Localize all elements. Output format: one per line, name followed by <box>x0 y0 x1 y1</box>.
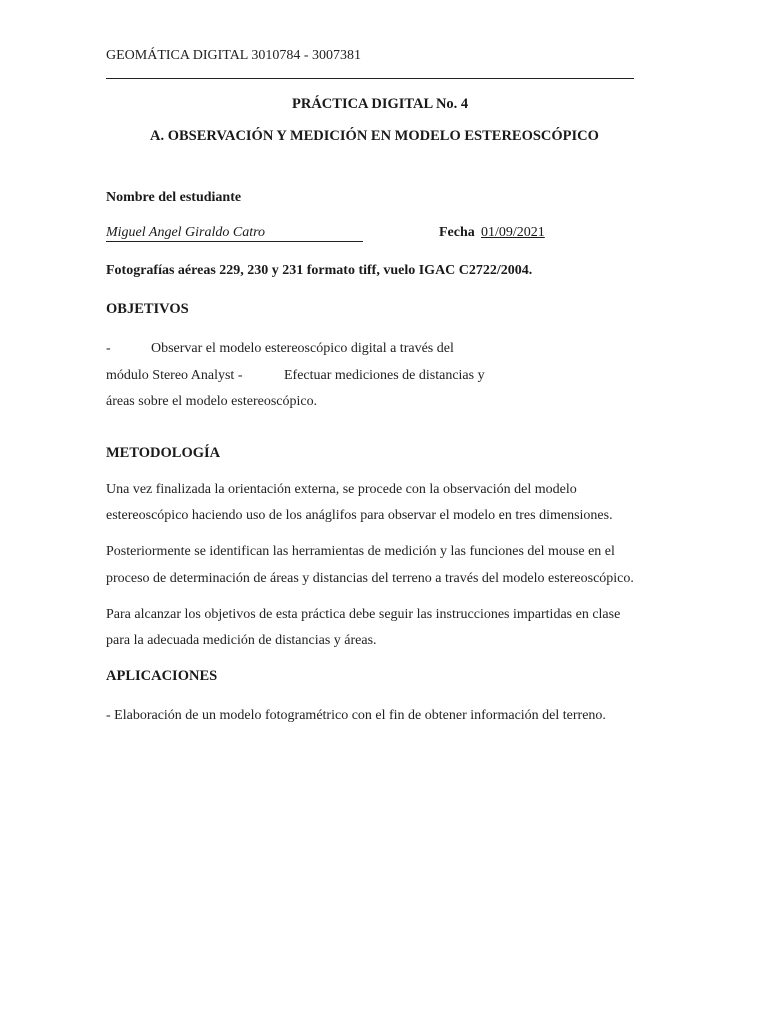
applications-item-1: - Elaboración de un modelo fotogramétrico con el fin de obtener información del terreno. <box>106 708 606 723</box>
photos-line: Fotografías aéreas 229, 230 y 231 formato tiff, vuelo IGAC C2722/2004. <box>106 263 533 278</box>
objectives-heading: OBJETIVOS <box>106 301 189 317</box>
applications-heading: APLICACIONES <box>106 668 218 684</box>
methodology-p3-line1: Para alcanzar los objetivos de esta práctica debe seguir las instrucciones impartidas en clase <box>106 607 621 622</box>
objectives-dash: - <box>106 341 111 356</box>
practice-title: PRÁCTICA DIGITAL No. 4 <box>292 96 469 112</box>
methodology-heading: METODOLOGÍA <box>106 445 221 461</box>
header-divider <box>106 78 634 79</box>
date-label: Fecha <box>439 225 475 240</box>
methodology-p3-line2: para la adecuada medición de distancias y áreas. <box>106 633 377 648</box>
objectives-line2a: módulo Stereo Analyst - <box>106 368 243 383</box>
student-name-underline <box>106 241 363 242</box>
methodology-p2-line2: proceso de determinación de áreas y distancias del terreno a través del modelo estereoscópico. <box>106 571 634 586</box>
methodology-p1-line2: estereoscópico haciendo uso de los anáglifos para observar el modelo en tres dimensiones. <box>106 508 613 523</box>
student-name-label: Nombre del estudiante <box>106 190 242 205</box>
date-value: 01/09/2021 <box>481 225 545 240</box>
objectives-line2b: Efectuar mediciones de distancias y <box>284 368 485 383</box>
student-name-value: Miguel Angel Giraldo Catro <box>106 225 266 240</box>
methodology-p2-line1: Posteriormente se identifican las herramientas de medición y las funciones del mouse en el <box>106 544 615 559</box>
methodology-p1-line1: Una vez finalizada la orientación externa, se procede con la observación del modelo <box>106 482 577 497</box>
objectives-line3: áreas sobre el modelo estereoscópico. <box>106 394 318 409</box>
practice-subtitle: A. OBSERVACIÓN Y MEDICIÓN EN MODELO ESTEREOSCÓPICO <box>150 128 599 144</box>
header-text: GEOMÁTICA DIGITAL 3010784 - 3007381 <box>106 48 362 63</box>
objectives-line1: Observar el modelo estereoscópico digital a través del <box>151 341 454 356</box>
